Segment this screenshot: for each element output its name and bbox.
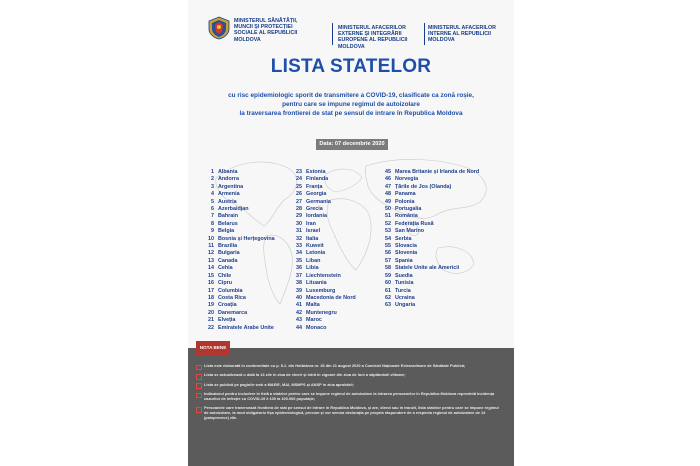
country-number: 3 <box>211 183 214 190</box>
country-number: 22 <box>208 324 214 331</box>
country-number: 31 <box>296 228 302 235</box>
country-number: 48 <box>385 191 391 198</box>
country-number: 13 <box>208 257 214 264</box>
country-row <box>200 317 275 324</box>
country-row <box>288 184 356 191</box>
country-name: Tunisia <box>395 280 414 287</box>
country-row <box>288 325 356 332</box>
nota-bene-label: NOTA BENE <box>196 341 230 355</box>
country-number: 38 <box>296 280 302 287</box>
country-number: 7 <box>211 213 214 220</box>
moldova-coat-of-arms-icon <box>208 16 230 40</box>
country-name: Letonia <box>306 250 326 257</box>
country-number: 29 <box>296 213 302 220</box>
nota-bene-text: Lista se actualizează o dată la 14 zile în ziua de vineri și intră în vigoare din ziua de luni a săptămânii viitoare; <box>204 372 406 378</box>
country-row <box>377 258 479 265</box>
country-name: Monaco <box>306 324 327 331</box>
country-name: Kuweit <box>306 243 324 250</box>
country-row <box>200 265 275 272</box>
country-number: 42 <box>296 309 302 316</box>
country-name: Federația Rusă <box>395 220 434 227</box>
country-number: 61 <box>385 287 391 294</box>
country-row <box>288 317 356 324</box>
country-row <box>288 265 356 272</box>
country-row <box>377 191 479 198</box>
ministry-health-name: MINISTERUL SĂNĂTĂȚII, MUNCII ȘI PROTECȚIEI SOCIALE AL REPUBLICII MOLDOVA <box>234 18 298 43</box>
country-number: 52 <box>385 220 391 227</box>
country-name: Slovacia <box>395 243 417 250</box>
country-row <box>200 236 275 243</box>
country-number: 12 <box>208 250 214 257</box>
country-row <box>377 213 479 220</box>
country-row <box>377 199 479 206</box>
country-row <box>288 243 356 250</box>
country-row <box>288 206 356 213</box>
country-number: 37 <box>296 272 302 279</box>
country-name: România <box>395 213 418 220</box>
country-row <box>200 273 275 280</box>
country-name: Statele Unite ale Americii <box>395 265 460 272</box>
country-row <box>377 265 479 272</box>
country-number: 47 <box>385 183 391 190</box>
country-number: 11 <box>208 243 214 250</box>
country-row <box>377 250 479 257</box>
country-row <box>377 236 479 243</box>
country-row <box>200 206 275 213</box>
country-number: 36 <box>296 265 302 272</box>
ministry-foreign-affairs-name: MINISTERUL AFACERILOR EXTERNE ȘI INTEGRĂRII EUROPENE AL REPUBLICII MOLDOVA <box>338 25 408 50</box>
date-badge: Data: 07 decembrie 2020 <box>316 139 388 150</box>
nota-bene-text: Persoanele care traversează frontiera de stat pe sensul de intrare în Republica Moldova, și are, direct sau în tranzit, lista statelor pentru care se impune regimul de autoizolare, la mod obligatoriu fișa epidemiologică, precum și vor semna declarația pe propria răspundere de a respecta regimul de autoizolare de 14 (paisprezece) zile. <box>204 405 499 420</box>
country-name: Malta <box>306 302 320 309</box>
country-row <box>288 295 356 302</box>
country-name: Danemarca <box>218 309 248 316</box>
country-number: 58 <box>385 265 391 272</box>
country-row <box>288 176 356 183</box>
country-number: 40 <box>296 294 302 301</box>
country-row <box>377 280 479 287</box>
country-row <box>288 280 356 287</box>
country-number: 49 <box>385 198 391 205</box>
country-number: 53 <box>385 228 391 235</box>
country-name: Spania <box>395 257 413 264</box>
country-name: Bahrain <box>218 213 239 220</box>
country-name: Italia <box>306 235 319 242</box>
country-number: 16 <box>208 280 214 287</box>
country-number: 43 <box>296 317 302 324</box>
country-row <box>288 236 356 243</box>
country-name: Finlanda <box>306 176 329 183</box>
subtitle-line-3: la traversarea frontierei de stat pe sensul de intrare în Republica Moldova <box>239 110 463 117</box>
country-number: 23 <box>296 169 302 175</box>
country-name: Croația <box>218 302 237 309</box>
country-row <box>200 191 275 198</box>
country-number: 20 <box>208 309 214 316</box>
country-number: 19 <box>208 302 214 309</box>
country-name: Elveția <box>218 317 236 324</box>
country-name: Azerbaidjan <box>218 206 249 213</box>
country-number: 10 <box>208 235 214 242</box>
country-name: Chile <box>218 272 232 279</box>
country-row <box>377 169 479 176</box>
country-number: 14 <box>208 265 214 272</box>
country-name: Țările de Jos (Olanda) <box>395 183 452 190</box>
country-number: 44 <box>296 324 302 331</box>
country-number: 4 <box>211 191 214 198</box>
country-row <box>288 228 356 235</box>
country-name: Iran <box>306 220 316 227</box>
ministry-internal-affairs-name: MINISTERUL AFACERILOR INTERNE AL REPUBLICII MOLDOVA <box>428 25 496 44</box>
checkbox-bullet-icon <box>196 365 202 371</box>
country-row <box>377 206 479 213</box>
country-row <box>200 288 275 295</box>
checkbox-bullet-icon <box>196 393 202 399</box>
country-list-column-1 <box>200 169 275 332</box>
country-number: 6 <box>211 206 214 213</box>
country-row <box>288 258 356 265</box>
country-number: 34 <box>296 250 302 257</box>
country-name: Lituania <box>306 280 327 287</box>
checkbox-bullet-icon <box>196 383 202 389</box>
country-number: 5 <box>211 198 214 205</box>
country-name: Ungaria <box>395 302 416 309</box>
country-number: 41 <box>296 302 302 309</box>
country-number: 17 <box>208 287 214 294</box>
country-list-column-3 <box>377 169 479 310</box>
country-row <box>200 258 275 265</box>
country-number: 57 <box>385 257 391 264</box>
country-row <box>288 273 356 280</box>
country-number: 35 <box>296 257 302 264</box>
country-name: Columbia <box>218 287 243 294</box>
nota-bene-item <box>196 406 504 420</box>
country-number: 46 <box>385 176 391 183</box>
country-name: Liechtenstein <box>306 272 341 279</box>
country-name: Portugalia <box>395 206 422 213</box>
country-number: 45 <box>385 169 391 175</box>
country-name: Serbia <box>395 235 412 242</box>
country-name: Andorra <box>218 176 239 183</box>
country-name: Iordania <box>306 213 327 220</box>
country-name: Muntenegru <box>306 309 337 316</box>
checkbox-bullet-icon <box>196 374 202 380</box>
country-row <box>288 199 356 206</box>
country-row <box>200 243 275 250</box>
country-number: 24 <box>296 176 302 183</box>
country-name: Maroc <box>306 317 322 324</box>
country-name: Argentina <box>218 183 244 190</box>
country-row <box>377 228 479 235</box>
country-name: Albania <box>218 169 238 175</box>
country-number: 50 <box>385 206 391 213</box>
nota-bene-list <box>196 364 504 425</box>
country-name: Turcia <box>395 287 411 294</box>
country-row <box>377 221 479 228</box>
country-number: 28 <box>296 206 302 213</box>
country-name: Grecia <box>306 206 323 213</box>
country-name: Austria <box>218 198 237 205</box>
country-row <box>288 310 356 317</box>
nota-bene-item <box>196 392 504 402</box>
subtitle-line-2: pentru care se impune regimul de autoizolare <box>282 101 420 108</box>
nota-bene-item <box>196 383 504 388</box>
subtitle-line-1: cu risc epidemiologic sporit de transmitere a COVID-19, clasificate ca zonă roșie, <box>228 92 474 99</box>
country-number: 51 <box>385 213 391 220</box>
country-name: Franța <box>306 183 323 190</box>
country-row <box>377 288 479 295</box>
country-row <box>377 273 479 280</box>
nota-bene-text: Lista se publică pe paginile web a MAEIE, MAI, MSMPS și ANSP în ziua aprobării; <box>204 381 354 387</box>
country-name: Cehia <box>218 265 233 272</box>
nota-bene-item <box>196 364 504 369</box>
country-number: 63 <box>385 302 391 309</box>
checkbox-bullet-icon <box>196 407 202 413</box>
country-name: Panama <box>395 191 416 198</box>
country-name: Marea Britanie și Irlanda de Nord <box>395 169 480 175</box>
country-name: Macedonia de Nord <box>306 294 356 301</box>
country-name: Bulgaria <box>218 250 240 257</box>
country-number: 55 <box>385 243 391 250</box>
country-row <box>200 221 275 228</box>
country-name: Belgia <box>218 228 235 235</box>
country-row <box>377 243 479 250</box>
country-name: Cipru <box>218 280 233 287</box>
country-row <box>200 310 275 317</box>
country-name: Israel <box>306 228 321 235</box>
country-name: Bosnia și Herțegovina <box>218 235 275 242</box>
country-row <box>200 176 275 183</box>
country-number: 56 <box>385 250 391 257</box>
country-row <box>288 250 356 257</box>
country-number: 60 <box>385 280 391 287</box>
country-row <box>377 176 479 183</box>
country-number: 32 <box>296 235 302 242</box>
country-row <box>288 288 356 295</box>
country-name: Georgia <box>306 191 327 198</box>
country-list-column-2 <box>288 169 356 332</box>
country-name: Canada <box>218 257 238 264</box>
country-name: Polonia <box>395 198 415 205</box>
country-number: 39 <box>296 287 302 294</box>
country-number: 1 <box>211 169 214 175</box>
country-row <box>377 184 479 191</box>
country-number: 2 <box>211 176 214 183</box>
country-row <box>200 199 275 206</box>
country-name: Norvegia <box>395 176 419 183</box>
nota-bene-section <box>188 345 514 466</box>
country-number: 18 <box>208 294 214 301</box>
header-divider <box>332 23 333 45</box>
country-name: Costa Rica <box>218 294 246 301</box>
country-row <box>200 169 275 176</box>
country-number: 30 <box>296 220 302 227</box>
country-number: 27 <box>296 198 302 205</box>
country-name: Slovenia <box>395 250 418 257</box>
country-row <box>288 169 356 176</box>
country-row <box>200 295 275 302</box>
country-row <box>288 302 356 309</box>
country-row <box>200 325 275 332</box>
header-divider <box>424 23 425 45</box>
country-number: 21 <box>208 317 214 324</box>
country-number: 26 <box>296 191 302 198</box>
country-row <box>377 302 479 309</box>
country-name: Estonia <box>306 169 326 175</box>
country-number: 59 <box>385 272 391 279</box>
country-number: 62 <box>385 294 391 301</box>
country-row <box>288 221 356 228</box>
country-name: San Marino <box>395 228 425 235</box>
country-row <box>200 184 275 191</box>
country-name: Armenia <box>218 191 240 198</box>
country-row <box>200 302 275 309</box>
country-name: Liban <box>306 257 321 264</box>
country-number: 15 <box>208 272 214 279</box>
country-name: Belarus <box>218 220 238 227</box>
country-row <box>200 280 275 287</box>
nota-bene-text: Indicatorul pentru includere în listă a statelor pentru care se impune regimul de autoizolare la intrarea persoanelor în Republica Moldova reprezintă incidența cazurilor de infecție cu COVID-19 ≥ 100 la 100.000 populație; <box>204 391 495 401</box>
country-name: Luxemburg <box>306 287 336 294</box>
country-row <box>200 228 275 235</box>
country-row <box>200 213 275 220</box>
country-name: Suedia <box>395 272 413 279</box>
country-number: 25 <box>296 183 302 190</box>
country-name: Emiratele Arabe Unite <box>218 324 274 331</box>
country-name: Libia <box>306 265 319 272</box>
country-name: Ucraina <box>395 294 415 301</box>
document-title: LISTA STATELOR <box>270 56 432 77</box>
country-number: 8 <box>211 220 214 227</box>
nota-bene-text: Lista este elaborată în conformitate cu p. 5.1. din Hotărârea nr. 26 din 21 august 2020 a Comisiei Naționale Extraordinare de Sănătate Publică; <box>204 363 466 368</box>
country-name: Brazilia <box>218 243 238 250</box>
country-number: 33 <box>296 243 302 250</box>
country-number: 54 <box>385 235 391 242</box>
nota-bene-item <box>196 373 504 378</box>
country-number: 9 <box>211 228 214 235</box>
country-name: Germania <box>306 198 331 205</box>
country-row <box>288 213 356 220</box>
document-page <box>188 0 514 466</box>
header <box>188 10 514 50</box>
country-row <box>377 295 479 302</box>
country-row <box>288 191 356 198</box>
country-row <box>200 250 275 257</box>
